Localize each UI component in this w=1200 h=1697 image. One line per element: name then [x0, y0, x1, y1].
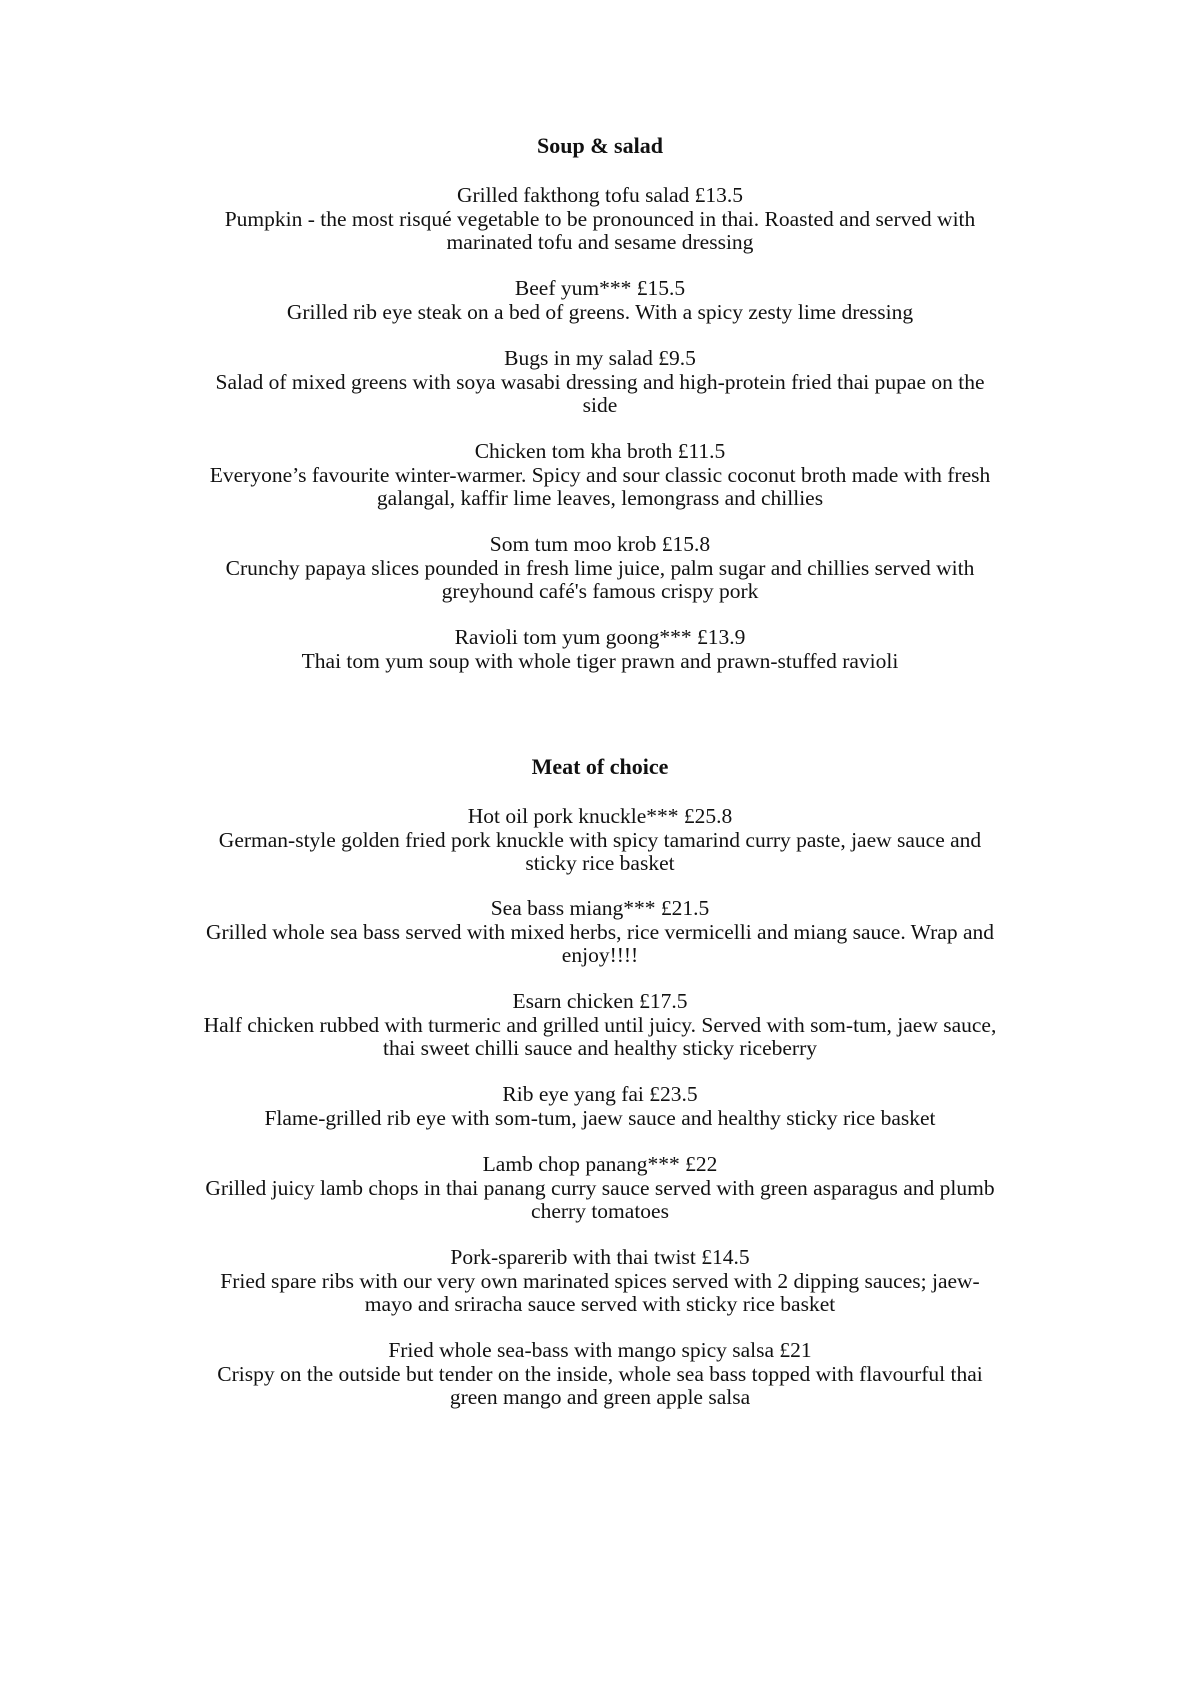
item-title: Pork-sparerib with thai twist £14.5	[450, 1245, 750, 1269]
item-title: Esarn chicken £17.5	[512, 989, 688, 1013]
item-description: thai sweet chilli sauce and healthy sticky riceberry	[382, 1036, 817, 1060]
item-description: marinated tofu and sesame dressing	[446, 230, 754, 254]
item-description: German-style golden fried pork knuckle with spicy tamarind curry paste, jaew sauce and	[218, 827, 982, 852]
item-description: Half chicken rubbed with turmeric and grilled until juicy. Served with som-tum, jaew sauce,	[203, 1012, 997, 1037]
item-description: Grilled rib eye steak on a bed of greens. With a spicy zesty lime dressing	[286, 299, 914, 324]
menu-item	[0, 897, 1200, 968]
item-description: green mango and green apple salsa	[449, 1385, 751, 1409]
menu-item	[0, 184, 1200, 255]
item-description: sticky rice basket	[525, 851, 675, 875]
menu-item	[0, 805, 1200, 876]
section-title: Soup & salad	[537, 133, 663, 158]
menu-item	[0, 1153, 1200, 1224]
menu-item	[0, 990, 1200, 1061]
menu-item	[0, 533, 1200, 604]
menu-item	[0, 277, 1200, 324]
item-description: Grilled juicy lamb chops in thai panang curry sauce served with green asparagus and plumb	[205, 1175, 995, 1200]
menu-item	[0, 1339, 1200, 1410]
menu-item	[0, 1246, 1200, 1317]
item-title: Som tum moo krob £15.8	[489, 532, 711, 556]
item-title: Lamb chop panang*** £22	[482, 1152, 718, 1176]
item-description: galangal, kaffir lime leaves, lemongrass and chillies	[376, 486, 824, 510]
item-description: Fried spare ribs with our very own marinated spices served with 2 dipping sauces; jaew-	[220, 1268, 980, 1293]
item-description: side	[582, 393, 618, 417]
item-description: greyhound café's famous crispy pork	[441, 579, 759, 603]
item-description: Crunchy papaya slices pounded in fresh lime juice, palm sugar and chillies served with	[225, 555, 975, 580]
item-title: Beef yum*** £15.5	[514, 276, 686, 300]
section-soup-and-salad	[0, 133, 1200, 159]
item-description: Grilled whole sea bass served with mixed herbs, rice vermicelli and miang sauce. Wrap and	[205, 919, 994, 944]
section-meat-of-choice	[0, 754, 1200, 780]
item-title: Ravioli tom yum goong*** £13.9	[454, 625, 746, 649]
item-description: cherry tomatoes	[531, 1199, 669, 1223]
item-title: Sea bass miang*** £21.5	[490, 896, 710, 920]
menu-item	[0, 1083, 1200, 1130]
item-description: Everyone’s favourite winter-warmer. Spicy and sour classic coconut broth made with fresh	[209, 462, 991, 487]
item-description: Salad of mixed greens with soya wasabi dressing and high-protein fried thai pupae on the	[215, 369, 985, 394]
item-description: Thai tom yum soup with whole tiger prawn and prawn-stuffed ravioli	[301, 648, 899, 673]
item-description: mayo and sriracha sauce served with sticky rice basket	[364, 1292, 836, 1316]
item-description: Crispy on the outside but tender on the inside, whole sea bass topped with flavourful thai	[217, 1361, 983, 1386]
menu-item	[0, 347, 1200, 418]
item-description: enjoy!!!!	[561, 943, 639, 967]
item-title: Bugs in my salad £9.5	[504, 346, 696, 370]
item-title: Chicken tom kha broth £11.5	[474, 439, 726, 463]
item-description: Pumpkin - the most risqué vegetable to be pronounced in thai. Roasted and served with	[224, 206, 976, 231]
item-title: Grilled fakthong tofu salad £13.5	[456, 183, 743, 207]
item-title: Hot oil pork knuckle*** £25.8	[467, 804, 733, 828]
item-description: Flame-grilled rib eye with som-tum, jaew sauce and healthy sticky rice basket	[264, 1105, 936, 1130]
item-title: Rib eye yang fai £23.5	[502, 1082, 698, 1106]
menu-item	[0, 626, 1200, 673]
item-title: Fried whole sea-bass with mango spicy salsa £21	[388, 1338, 812, 1362]
section-title: Meat of choice	[531, 754, 669, 779]
menu-item	[0, 440, 1200, 511]
